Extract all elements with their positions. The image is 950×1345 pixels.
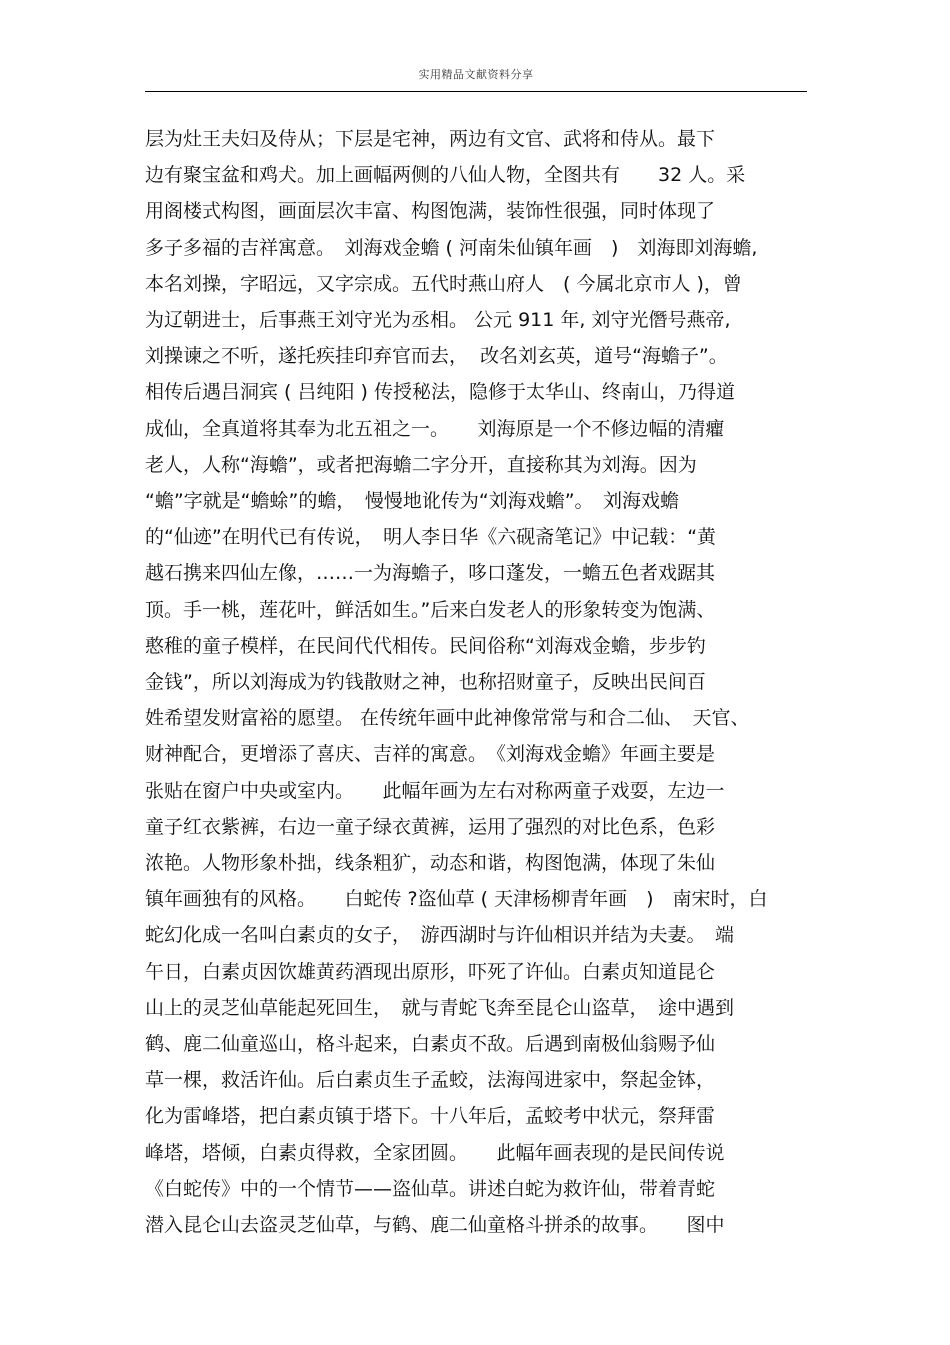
text-line: 相传后遇吕洞宾 ( 吕纯阳 ) 传授秘法，隐修于太华山、终南山，乃得道 <box>145 381 735 404</box>
text-line: 刘操谏之不听，遂托疾挂印弃官而去， 改名刘玄英，道号“海蟾子”。 <box>145 345 728 368</box>
text-line: 成仙，全真道将其奉为北五祖之一。 刘海原是一个不修边幅的清癯 <box>145 417 725 440</box>
text-line: 本名刘操，字昭远，又字宗成。五代时燕山府人 ( 今属北京市人 )，曾 <box>145 272 742 295</box>
text-line: “蟾”字就是“蟾蜍”的蟾， 慢慢地讹传为“刘海戏蟾”。 刘海戏蟾 <box>145 490 680 512</box>
text-line: 鹤、鹿二仙童巡山，格斗起来，白素贞不敌。后遇到南极仙翁赐予仙 <box>145 1033 716 1055</box>
text-line: 顶。手一桃，莲花叶，鲜活如生。”后来白发老人的形象转变为饱满、 <box>145 598 716 621</box>
text-line: 财神配合，更增添了喜庆、吉祥的寓意。 《刘海戏金蟾》年画主要是 <box>145 743 716 766</box>
text-line: 镇年画独有的风格。 白蛇传 ?盗仙草 ( 天津杨柳青年画 ) 南宋时，白 <box>145 888 768 911</box>
text-line: 张贴在窗户中央或室内。 此幅年画为左右对称两童子戏耍，左边一 <box>145 779 725 802</box>
text-line: 峰塔，塔倾，白素贞得救，全家团圆。 此幅年画表现的是民间传说 <box>145 1141 725 1164</box>
text-line: 为辽朝进士，后事燕王刘守光为丞相。 公元 911 年, 刘守光僭号燕帝, <box>145 309 731 331</box>
text-line: 《白蛇传》中的一个情节——盗仙草。讲述白蛇为救许仙，带着青蛇 <box>145 1177 716 1200</box>
text-line: 层为灶王夫妇及侍从；下层是宅神，两边有文官、武将和侍从。最下 <box>145 128 716 150</box>
text-line: 多子多福的吉祥寓意。 刘海戏金蟾 ( 河南朱仙镇年画 ) 刘海即刘海蟾, <box>145 236 758 259</box>
header-divider <box>145 91 807 92</box>
text-line: 边有聚宝盆和鸡犬。加上画幅两侧的八仙人物，全图共有 32 人。采 <box>145 164 746 187</box>
text-line: 金钱”，所以刘海成为钓钱散财之神，也称招财童子，反映出民间百 <box>145 671 706 693</box>
text-line: 浓艳。人物形象朴拙，线条粗犷，动态和谐，构图饱满，体现了朱仙 <box>145 852 716 874</box>
text-line: 的“仙迹”在明代已有传说， 明人李日华《六砚斋笔记》中记载：“黄 <box>145 526 717 549</box>
text-line: 潜入昆仑山去盗灵芝仙草，与鹤、鹿二仙童格斗拼杀的故事。 图中 <box>145 1214 725 1236</box>
text-line: 老人，人称“海蟾”，或者把海蟾二字分开，直接称其为刘海。因为 <box>145 453 697 476</box>
page-header: 实用精品文献资料分享 <box>418 68 534 81</box>
text-line: 姓希望发财富裕的愿望。 在传统年画中此神像常常与和合二仙、 天官、 <box>145 707 750 730</box>
text-line: 憨稚的童子模样，在民间代代相传。民间俗称“刘海戏金蟾，步步钓 <box>145 634 706 657</box>
text-line: 化为雷峰塔，把白素贞镇于塔下。十八年后，孟蛟考中状元，祭拜雷 <box>145 1105 716 1128</box>
text-line: 用阁楼式构图，画面层次丰富、构图饱满，装饰性很强，同时体现了 <box>145 200 716 223</box>
text-line: 午日，白素贞因饮雄黄药酒现出原形，吓死了许仙。白素贞知道昆仑 <box>145 960 716 983</box>
text-line: 越石携来四仙左像，……一为海蟾子，哆口蓬发，一蟾五色者戏踞其 <box>145 562 716 585</box>
text-line: 童子红衣紫裤，右边一童子绿衣黄裤，运用了强烈的对比色系，色彩 <box>145 815 716 838</box>
text-line: 山上的灵芝仙草能起死回生， 就与青蛇飞奔至昆仑山盗草， 途中遇到 <box>145 996 735 1019</box>
text-line: 草一棵，救活许仙。后白素贞生子孟蛟，法海闯进家中，祭起金钵， <box>145 1069 716 1092</box>
text-line: 蛇幻化成一名叫白素贞的女子， 游西湖时与许仙相识并结为夫妻。 端 <box>145 924 735 947</box>
